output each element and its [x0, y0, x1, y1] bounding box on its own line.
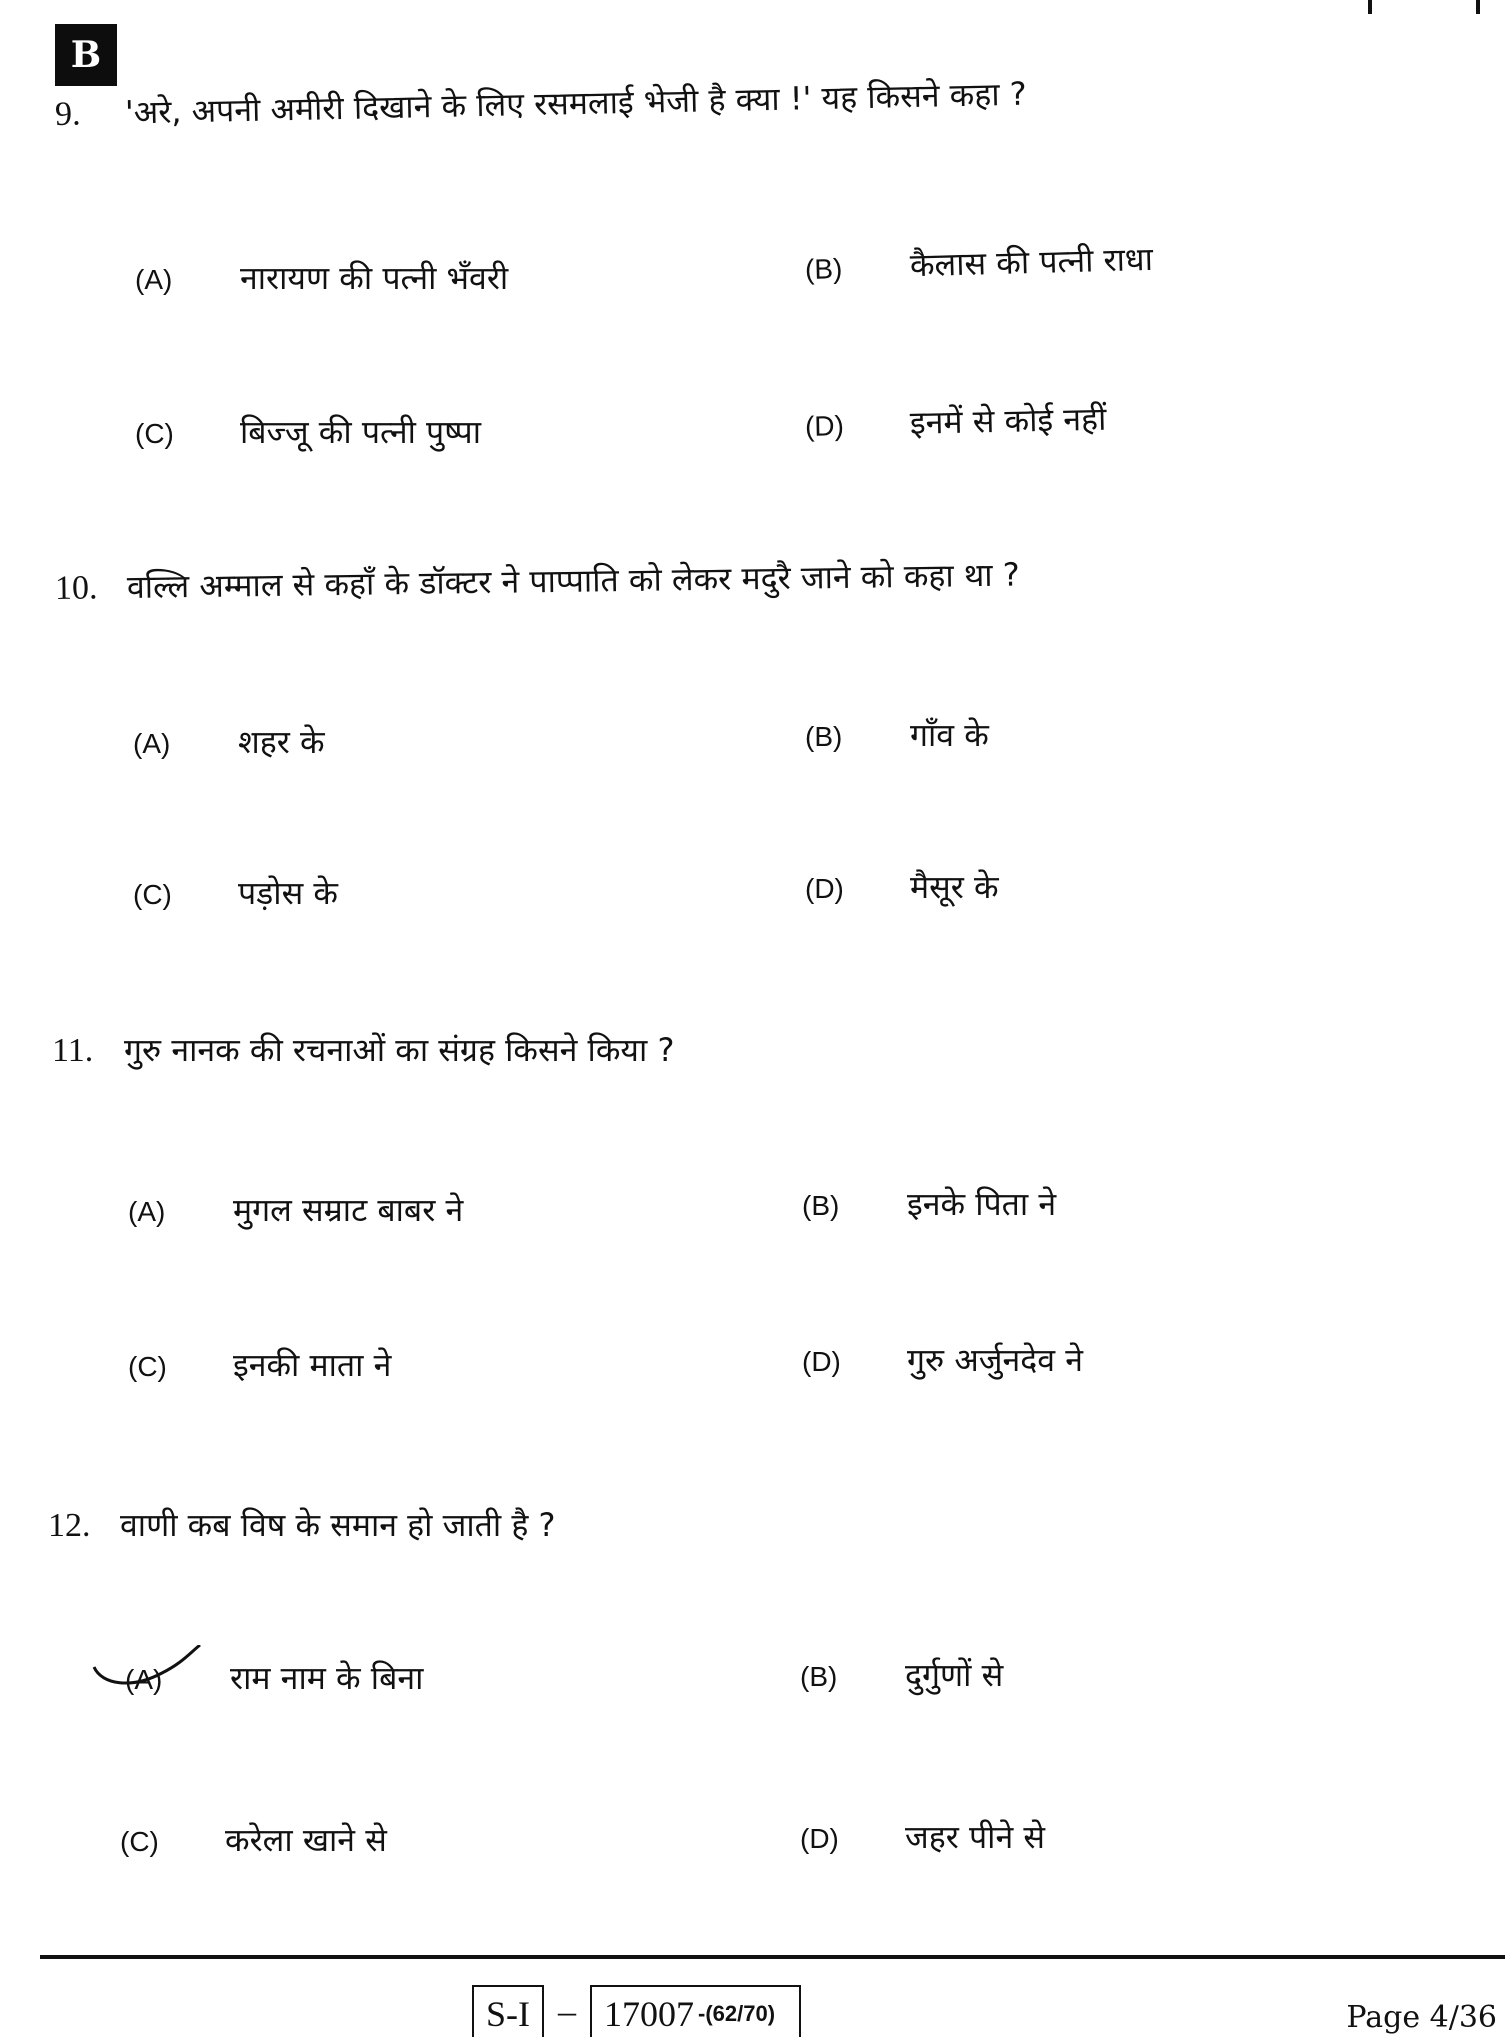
- paper-code-number: 17007: [604, 1994, 694, 2034]
- option-12b[interactable]: [800, 1655, 1003, 1697]
- option-label: (A): [125, 1664, 163, 1695]
- option-label: (A): [133, 728, 171, 759]
- option-12d[interactable]: [800, 1817, 1045, 1859]
- option-label: (D): [805, 873, 844, 904]
- question-text: वल्लि अम्माल से कहाँ के डॉक्टर ने पाप्पाति को लेकर मदुरै जाने को कहा था ?: [126, 555, 1020, 606]
- option-label: (B): [804, 253, 843, 285]
- option-text: करेला खाने से: [225, 1821, 387, 1859]
- option-text: गाँव के: [910, 716, 989, 754]
- code-separator: –: [558, 1991, 576, 2031]
- option-10c[interactable]: [133, 873, 338, 915]
- option-10a[interactable]: [133, 722, 325, 764]
- option-text: पड़ोस के: [238, 874, 338, 912]
- paper-code-box: [590, 1985, 801, 2037]
- set-badge: [55, 24, 117, 86]
- question-10: [55, 555, 1020, 609]
- question-text: गुरु नानक की रचनाओं का संग्रह किसने किया ?: [124, 1031, 675, 1069]
- option-text: जहर पीने से: [905, 1818, 1046, 1856]
- option-11c[interactable]: [128, 1345, 391, 1387]
- option-text: मुगल सम्राट बाबर ने: [233, 1191, 464, 1229]
- option-9b[interactable]: [804, 239, 1153, 290]
- option-text: इनमें से कोई नहीं: [909, 399, 1107, 442]
- option-label: (A): [128, 1196, 166, 1227]
- question-12: [48, 1505, 556, 1546]
- option-label: (C): [128, 1351, 167, 1382]
- option-text: बिज्जू की पत्नी पुष्पा: [240, 413, 481, 451]
- option-text: दुर्गुणों से: [905, 1656, 1004, 1694]
- option-label: (C): [120, 1826, 159, 1857]
- option-10d[interactable]: [805, 867, 999, 909]
- option-text: मैसूर के: [910, 868, 999, 906]
- option-label: (C): [133, 879, 172, 910]
- option-text: नारायण की पत्नी भँवरी: [240, 259, 509, 297]
- option-label: (B): [805, 721, 843, 752]
- option-11d[interactable]: [802, 1340, 1083, 1382]
- option-label: (A): [135, 264, 173, 295]
- option-text: इनकी माता ने: [233, 1346, 392, 1384]
- header-bracket-mark: [1368, 0, 1480, 14]
- option-text: कैलास की पत्नी राधा: [909, 239, 1154, 285]
- option-label: (D): [804, 410, 845, 442]
- option-label: (D): [800, 1823, 839, 1854]
- option-12c[interactable]: [120, 1820, 387, 1862]
- option-label: (B): [802, 1190, 840, 1221]
- option-9c[interactable]: [135, 412, 481, 454]
- page-number: Page 4/36: [1346, 2000, 1497, 2035]
- option-12a[interactable]: [125, 1658, 423, 1700]
- series-code: S-I: [486, 1994, 530, 2034]
- option-label: (D): [802, 1346, 841, 1377]
- option-9a[interactable]: [135, 258, 508, 300]
- option-label: (B): [800, 1661, 838, 1692]
- question-number: 11.: [52, 1032, 94, 1069]
- option-10b[interactable]: [805, 715, 989, 757]
- question-number: 10.: [54, 569, 98, 607]
- paper-code-sub: -(62/70): [698, 2001, 776, 2026]
- option-text: इनके पिता ने: [907, 1185, 1057, 1223]
- option-11a[interactable]: [128, 1190, 463, 1232]
- option-label: (C): [135, 418, 174, 449]
- question-text: 'अरे, अपनी अमीरी दिखाने के लिए रसमलाई भेजी है क्या !' यह किसने कहा ?: [124, 74, 1028, 132]
- option-text: गुरु अर्जुनदेव ने: [907, 1341, 1083, 1379]
- option-text: शहर के: [238, 723, 325, 761]
- question-number: 9.: [54, 95, 81, 133]
- series-code-box: [472, 1985, 544, 2037]
- question-number: 12.: [48, 1507, 91, 1544]
- option-11b[interactable]: [802, 1184, 1056, 1226]
- question-text: वाणी कब विष के समान हो जाती है ?: [120, 1506, 556, 1544]
- paper-code: [472, 1985, 801, 2037]
- set-label: B: [70, 34, 102, 76]
- footer-divider: [40, 1955, 1505, 1959]
- option-text: राम नाम के बिना: [230, 1659, 424, 1697]
- question-11: [52, 1030, 674, 1071]
- question-9: [55, 74, 1028, 135]
- option-9d[interactable]: [805, 399, 1107, 447]
